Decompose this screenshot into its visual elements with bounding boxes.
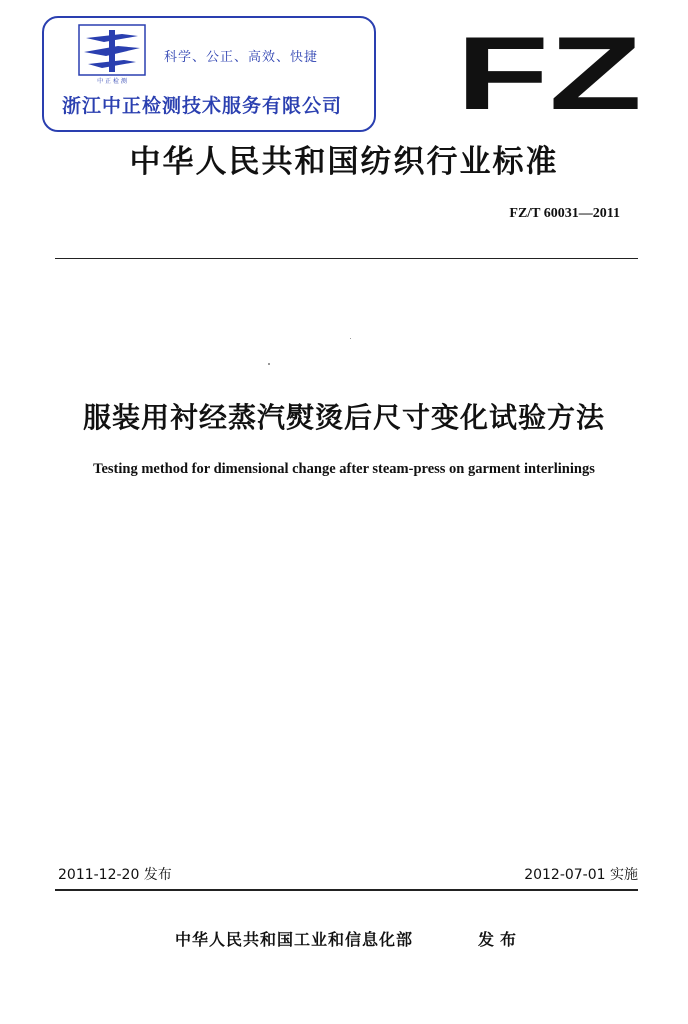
standard-number: FZ/T 60031—2011 bbox=[509, 206, 620, 221]
scan-speck bbox=[350, 338, 351, 339]
stamp-company-name: 浙江中正检测技术服务有限公司 bbox=[62, 95, 343, 117]
scan-speck bbox=[268, 363, 270, 365]
stamp-slogan: 科学、公正、高效、快捷 bbox=[164, 50, 319, 65]
company-stamp bbox=[42, 16, 376, 132]
fz-code-mark bbox=[455, 32, 643, 112]
industry-standard-title: 中华人民共和国纺织行业标准 bbox=[129, 144, 559, 180]
footer-divider bbox=[55, 889, 638, 891]
document-title-english: Testing method for dimensional change after steam-press on garment interlinings bbox=[93, 461, 595, 477]
fz-code-text: FZ bbox=[456, 32, 642, 112]
issue-date: 2011-12-20 发布 bbox=[58, 867, 172, 883]
header-divider bbox=[55, 258, 638, 259]
publish-verb: 发布 bbox=[478, 930, 523, 949]
document-title-chinese: 服装用衬经蒸汽熨烫后尺寸变化试验方法 bbox=[82, 401, 605, 434]
publisher: 中华人民共和国工业和信息化部 bbox=[175, 930, 414, 949]
implementation-date: 2012-07-01 实施 bbox=[524, 867, 638, 883]
logo-caption: 中 正 检 测 bbox=[97, 78, 127, 85]
